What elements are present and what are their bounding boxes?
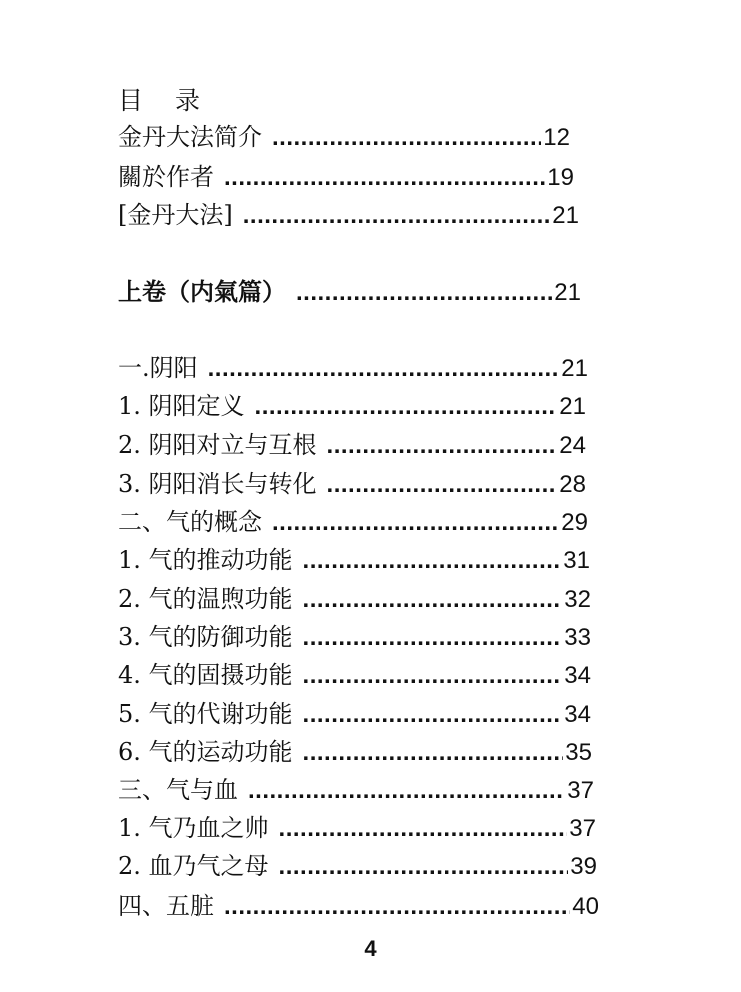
toc-entry <box>118 811 596 845</box>
toc-entry <box>118 697 591 731</box>
toc-leader-dots <box>248 774 565 808</box>
toc-leader-dots <box>279 850 569 884</box>
toc-leader-dots <box>303 544 562 578</box>
toc-entry-label: 三、气与血 <box>118 776 238 804</box>
toc-entry-label: 3. 气的防御功能 <box>118 623 293 651</box>
toc-entry-page: 32 <box>564 586 591 613</box>
toc-entry-label: 6. 气的运动功能 <box>118 738 293 766</box>
toc-entry-label: 1. 阴阳定义 <box>118 392 245 420</box>
toc-entry-label: 1. 气的推动功能 <box>118 546 293 574</box>
toc-leader-dots <box>224 161 545 195</box>
toc-heading: 目 录 <box>118 86 212 115</box>
toc-leader-dots <box>272 506 559 540</box>
toc-leader-dots <box>255 390 558 424</box>
toc-leader-dots <box>303 583 563 617</box>
toc-entry <box>118 735 592 769</box>
toc-leader-dots <box>303 698 563 732</box>
toc-entry-label: 2. 阴阳对立与互根 <box>118 431 317 459</box>
toc-entry <box>118 658 591 692</box>
toc-entry-page: 39 <box>570 853 597 880</box>
toc-entry-page: 19 <box>547 164 574 191</box>
toc-entry-page: 21 <box>559 393 586 420</box>
toc-leader-dots <box>224 890 570 924</box>
toc-entry <box>118 351 588 385</box>
toc-entry-page: 31 <box>563 547 590 574</box>
toc-entry-page: 21 <box>554 279 581 306</box>
toc-entry-label: 二、气的概念 <box>118 508 262 536</box>
toc-entry-label: 4. 气的固摄功能 <box>118 661 293 689</box>
toc-entry <box>118 620 591 654</box>
toc-entry-page: 28 <box>559 471 586 498</box>
toc-entry-label: 5. 气的代谢功能 <box>118 700 293 728</box>
toc-entry <box>118 198 579 232</box>
toc-entry-page: 40 <box>572 893 599 920</box>
toc-leader-dots <box>303 659 563 693</box>
toc-leader-dots <box>303 736 564 770</box>
toc-entry-label: 2. 血乃气之母 <box>118 852 269 880</box>
toc-entry-label: 關於作者 <box>118 163 214 191</box>
toc-entry-label: 金丹大法简介 <box>118 123 262 151</box>
toc-entry-label: 四、五脏 <box>118 892 214 920</box>
toc-entry <box>118 505 588 539</box>
toc-entry <box>118 389 586 423</box>
toc-leader-dots <box>303 621 563 655</box>
toc-entry-page: 34 <box>564 662 591 689</box>
toc-entry-label: 1. 气乃血之帅 <box>118 814 269 842</box>
toc-entry-page: 21 <box>561 355 588 382</box>
toc-entry <box>118 582 591 616</box>
toc-entry-page: 34 <box>564 701 591 728</box>
toc-entry-page: 12 <box>543 124 570 151</box>
toc-entry-page: 29 <box>561 509 588 536</box>
toc-leader-dots <box>327 468 558 502</box>
toc-leader-dots <box>208 352 560 386</box>
toc-entry-label: [金丹大法] <box>118 201 233 229</box>
toc-entry <box>118 160 574 194</box>
toc-entry-label: 上卷（内氣篇） <box>118 278 286 306</box>
toc-entry-page: 33 <box>564 624 591 651</box>
toc-entry <box>118 773 594 807</box>
toc-entry-label: 一.阴阳 <box>118 354 198 382</box>
toc-entry <box>118 467 586 501</box>
toc-leader-dots <box>243 199 551 233</box>
toc-entry <box>118 120 570 154</box>
toc-leader-dots <box>327 429 558 463</box>
toc-entry-page: 35 <box>565 739 592 766</box>
toc-leader-dots <box>272 121 541 155</box>
toc-leader-dots <box>279 812 568 846</box>
toc-entry-page: 24 <box>559 432 586 459</box>
toc-entry <box>118 889 599 923</box>
toc-entry <box>118 428 586 462</box>
toc-section-heading <box>118 275 581 309</box>
toc-entry <box>118 543 590 577</box>
toc-entry-page: 37 <box>567 777 594 804</box>
toc-entry-page: 21 <box>552 202 579 229</box>
toc-entry <box>118 849 597 883</box>
page-number: 4 <box>364 936 377 961</box>
toc-entry-label: 3. 阴阳消长与转化 <box>118 470 317 498</box>
toc-entry-page: 37 <box>569 815 596 842</box>
toc-entry-label: 2. 气的温煦功能 <box>118 585 293 613</box>
toc-leader-dots <box>296 276 552 310</box>
